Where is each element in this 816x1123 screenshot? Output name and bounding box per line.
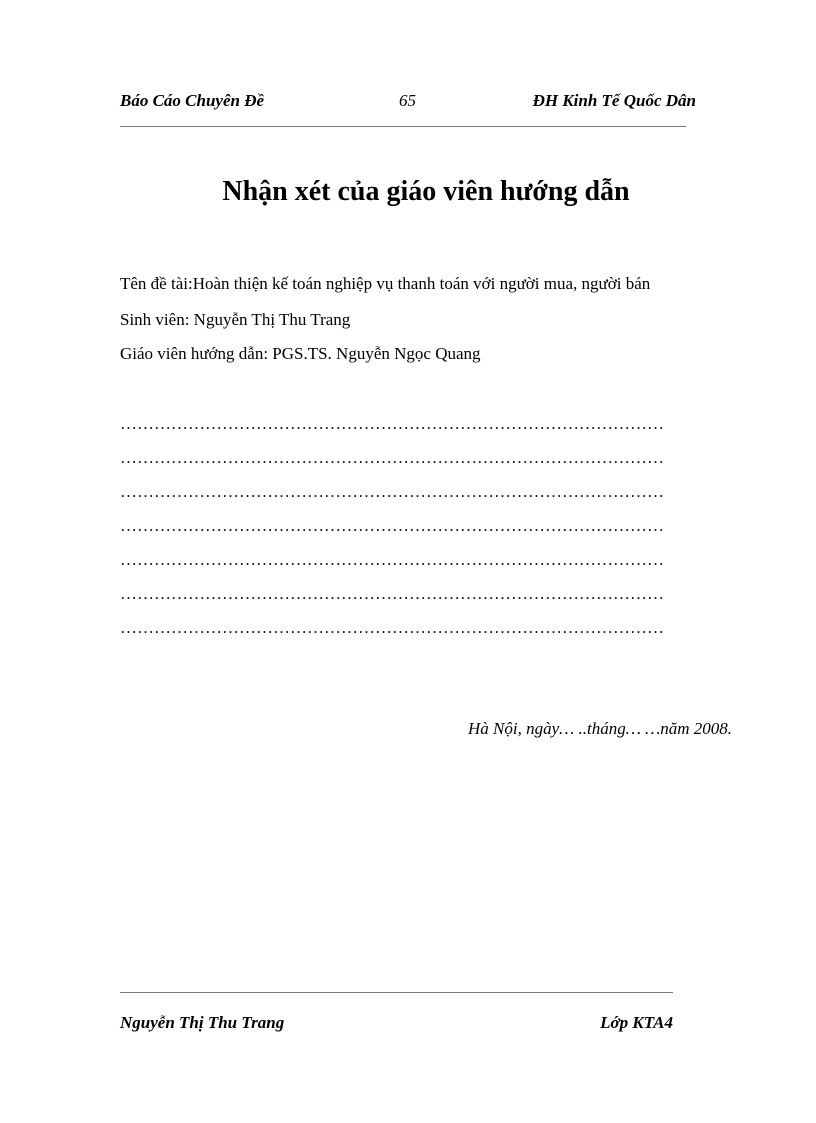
comment-line: ……………………………………………………………………………………: [120, 482, 664, 501]
comment-line: ……………………………………………………………………………………: [120, 414, 664, 433]
comment-line: ……………………………………………………………………………………: [120, 618, 664, 637]
header-university: ĐH Kinh Tế Quốc Dân: [532, 91, 696, 110]
comment-line: ……………………………………………………………………………………: [120, 550, 664, 569]
page-number: 65: [399, 91, 416, 110]
header-report-title: Báo Cáo Chuyên Đề: [120, 91, 265, 110]
student-line: Sinh viên: Nguyễn Thị Thu Trang: [120, 310, 351, 329]
comment-line: ……………………………………………………………………………………: [120, 448, 664, 467]
footer-divider: [120, 992, 673, 993]
comment-line: ……………………………………………………………………………………: [120, 584, 664, 603]
advisor-line: Giáo viên hướng dẫn: PGS.TS. Nguyễn Ngọc Quang: [120, 344, 481, 363]
sign-date: Hà Nội, ngày… ..tháng… …năm 2008.: [468, 719, 732, 738]
footer-class: Lớp KTA4: [600, 1013, 673, 1032]
page-header: [120, 91, 696, 117]
page-footer: [120, 1013, 673, 1039]
footer-author: Nguyễn Thị Thu Trang: [120, 1013, 285, 1032]
comment-line: ……………………………………………………………………………………: [120, 516, 664, 535]
page-title: Nhận xét của giáo viên hướng dẫn: [222, 176, 630, 207]
topic-line: Tên đề tài:Hoàn thiện kế toán nghiệp vụ thanh toán với người mua, người bán: [120, 274, 651, 293]
header-divider: [120, 126, 686, 127]
